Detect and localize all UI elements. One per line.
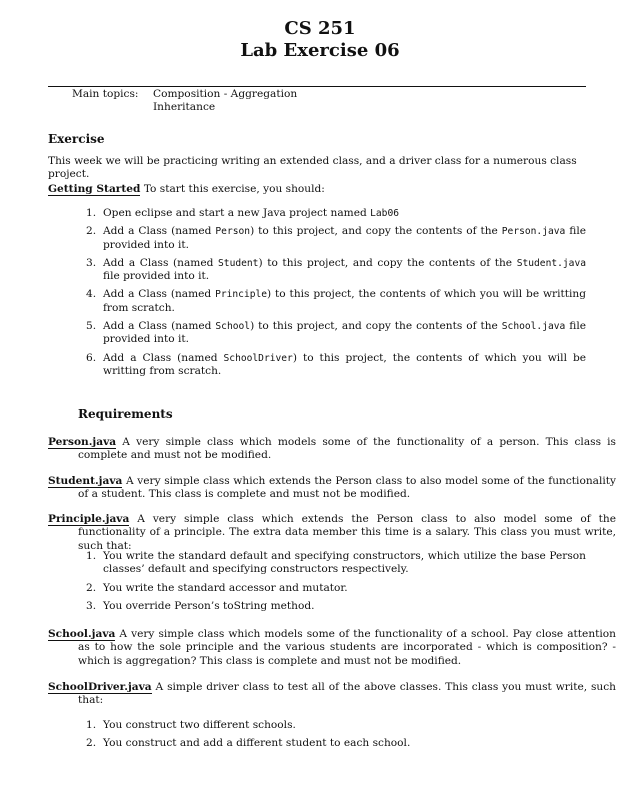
code-literal: Principle — [215, 289, 268, 301]
lab-title: Lab Exercise 06 — [240, 40, 400, 61]
code-literal: Person — [215, 226, 251, 238]
code-literal: SchoolDriver — [223, 352, 293, 364]
code-literal: School — [215, 321, 251, 333]
class-label-principle: Principle.java — [48, 513, 130, 525]
exercise-heading: Exercise — [48, 132, 105, 146]
req-person: Person.java A very simple class which models some of the functionality of a person. This class is complete and must not be modified. — [48, 436, 616, 462]
list-item: 3. Add a Class (named Student) to this project, and copy the contents of the Student.java file provided into it. — [86, 256, 586, 283]
list-item: 5. Add a Class (named School) to this project, and copy the contents of the School.java file provided into it. — [86, 320, 587, 346]
setup-steps — [86, 207, 586, 378]
list-item: 2. You construct and add a different student to each school. — [86, 737, 411, 750]
driver-requirements — [86, 719, 586, 751]
list-item: 1. Open eclipse and start a new Java project named Lab06 — [86, 207, 400, 219]
code-literal: Student.java — [516, 257, 586, 269]
req-student: Student.java A very simple class which extends the Person class to also model some of the functionality of a student. This class is complete and must not be modified. — [48, 475, 616, 501]
course-title: CS 251 — [284, 18, 356, 39]
class-label-student: Student.java — [48, 475, 123, 487]
list-item: 6. Add a Class (named SchoolDriver) to this project, the contents of which you will be writting from scratch. — [86, 351, 586, 377]
getting-started — [48, 183, 588, 196]
getting-started-text: To start this exercise, you should: — [143, 183, 325, 195]
code-literal: Person.java — [501, 226, 566, 238]
list-item: 4. Add a Class (named Principle) to this project, the contents of which you will be writting from scratch. — [86, 288, 586, 314]
class-label-school-driver: SchoolDriver.java — [48, 681, 152, 693]
code-literal: Lab06 — [370, 208, 400, 219]
class-label-school: School.java — [48, 628, 116, 640]
list-item: 2. You write the standard accessor and mutator. — [86, 581, 348, 594]
list-item: 3. You override Person’s toString method. — [86, 599, 315, 612]
title-divider — [48, 86, 586, 87]
principle-requirements — [86, 550, 586, 613]
code-literal: Student — [218, 257, 259, 269]
code-literal: School.java — [501, 321, 566, 333]
getting-started-label: Getting Started — [48, 183, 141, 195]
req-principle: Principle.java A very simple class which extends the Person class to also model some of the functionality of a principle. The extra data member this time is a salary. This class you must write, such that: — [48, 513, 616, 552]
req-school-driver: SchoolDriver.java A simple driver class to test all of the above classes. This class you must write, such that: — [48, 681, 616, 707]
main-topics-values — [153, 88, 297, 115]
topic-item: Inheritance — [153, 101, 216, 114]
class-label-person: Person.java — [48, 436, 117, 448]
req-school: School.java A very simple class which models some of the functionality of a school. Pay close attention as to how the sole principle and the various students are incorporated - which is composition? - which is aggregation? This class is complete and must not be modified. — [48, 628, 616, 667]
topic-item: Composition - Aggregation — [153, 88, 298, 100]
requirements-heading: Requirements — [78, 407, 173, 421]
list-item: 2. Add a Class (named Person) to this project, and copy the contents of the Person.java file provided into it. — [86, 225, 587, 251]
document-title — [0, 18, 640, 62]
main-topics-label: Main topics: — [72, 88, 139, 100]
list-item: 1. You write the standard default and specifying constructors, which utilize the base Person classes’ default and specifying constructors respectively. — [86, 550, 586, 576]
list-item: 1. You construct two different schools. — [86, 719, 296, 731]
exercise-intro: This week we will be practicing writing an extended class, and a driver class for a numerous class project. — [48, 155, 577, 181]
